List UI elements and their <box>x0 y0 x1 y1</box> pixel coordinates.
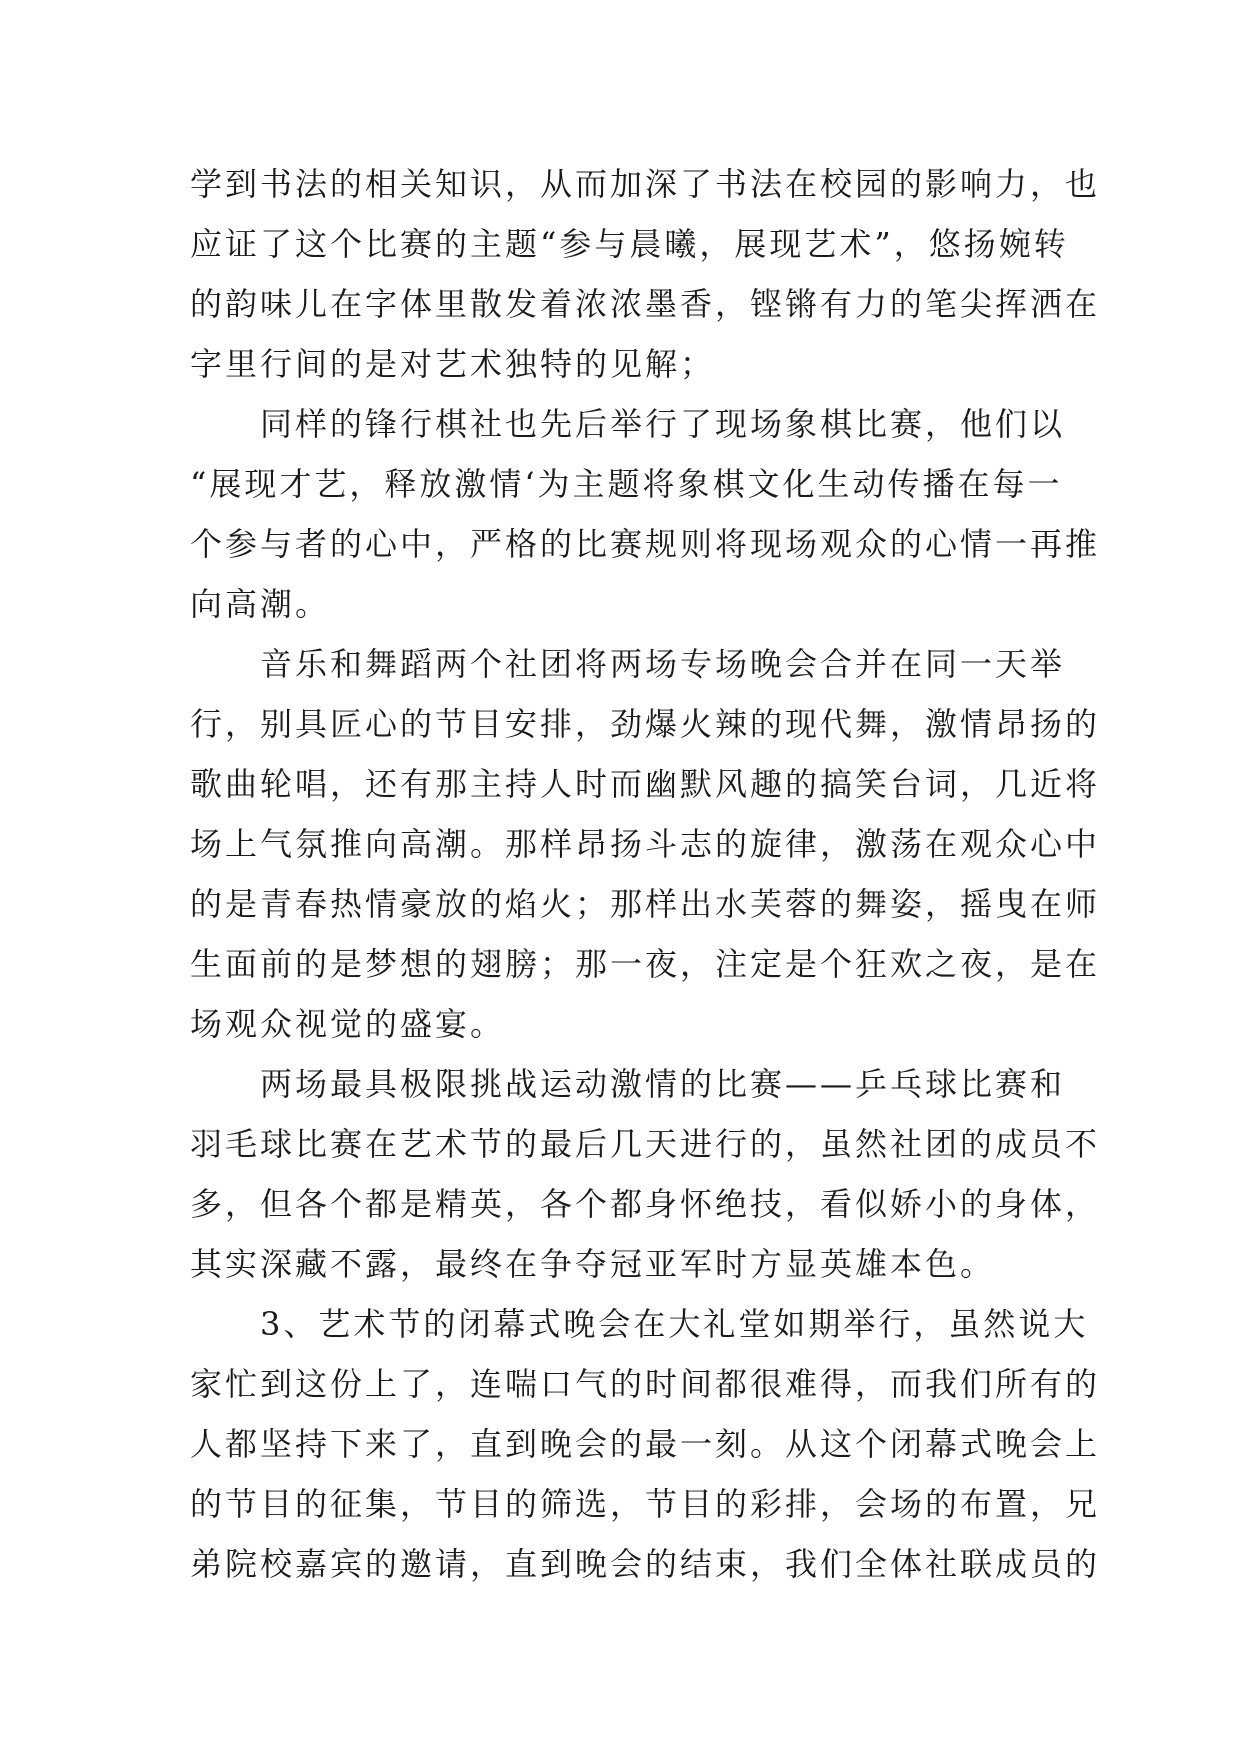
paragraph-3 <box>190 634 1101 1054</box>
text-line: 羽毛球比赛在艺术节的最后几天进行的，虽然社团的成员不 <box>190 1125 1101 1163</box>
text-line: 两场最具极限挑战运动激情的比赛——乒乓球比赛和 <box>260 1065 1066 1103</box>
paragraph-2 <box>190 394 1101 634</box>
paragraph-1 <box>190 154 1101 394</box>
paragraph-4 <box>190 1054 1101 1294</box>
text-line: 生面前的是梦想的翅膀；那一夜，注定是个狂欢之夜，是在 <box>190 945 1101 983</box>
text-line: 场上气氛推向高潮。那样昂扬斗志的旋律，激荡在观众心中 <box>190 825 1101 863</box>
text-line: 的韵味儿在字体里散发着浓浓墨香，铿锵有力的笔尖挥洒在 <box>190 285 1101 323</box>
text-line: 家忙到这份上了，连喘口气的时间都很难得，而我们所有的 <box>190 1365 1101 1403</box>
text-line: “展现才艺，释放激情‘为主题将象棋文化生动传播在每一 <box>190 465 1063 503</box>
text-line: 歌曲轮唱，还有那主持人时而幽默风趣的搞笑台词，几近将 <box>190 765 1101 803</box>
text-line: 其实深藏不露，最终在争夺冠亚军时方显英雄本色。 <box>190 1245 996 1283</box>
text-line: 多，但各个都是精英，各个都身怀绝技，看似娇小的身体， <box>190 1185 1101 1223</box>
text-line: 3、艺术节的闭幕式晚会在大礼堂如期举行，虽然说大 <box>260 1305 1089 1343</box>
text-line: 学到书法的相关知识，从而加深了书法在校园的影响力，也 <box>190 165 1101 203</box>
text-line: 个参与者的心中，严格的比赛规则将现场观众的心情一再推 <box>190 525 1101 563</box>
text-line: 人都坚持下来了，直到晚会的最一刻。从这个闭幕式晚会上 <box>190 1425 1101 1463</box>
document-body <box>190 154 1101 1594</box>
text-line: 的是青春热情豪放的焰火；那样出水芙蓉的舞姿，摇曳在师 <box>190 885 1101 923</box>
text-line: 音乐和舞蹈两个社团将两场专场晚会合并在同一天举 <box>260 645 1066 683</box>
text-line: 同样的锋行棋社也先后举行了现场象棋比赛，他们以 <box>260 405 1066 443</box>
text-line: 应证了这个比赛的主题“参与晨曦，展现艺术”，悠扬婉转 <box>190 225 1069 263</box>
text-line: 行，别具匠心的节目安排，劲爆火辣的现代舞，激情昂扬的 <box>190 705 1101 743</box>
text-line: 的节目的征集，节目的筛选，节目的彩排，会场的布置，兄 <box>190 1485 1101 1523</box>
text-line: 向高潮。 <box>190 585 331 623</box>
text-line: 弟院校嘉宾的邀请，直到晚会的结束，我们全体社联成员的 <box>190 1545 1101 1583</box>
paragraph-5 <box>190 1294 1101 1594</box>
text-line: 字里行间的是对艺术独特的见解； <box>190 345 716 383</box>
text-line: 场观众视觉的盛宴。 <box>190 1005 506 1043</box>
